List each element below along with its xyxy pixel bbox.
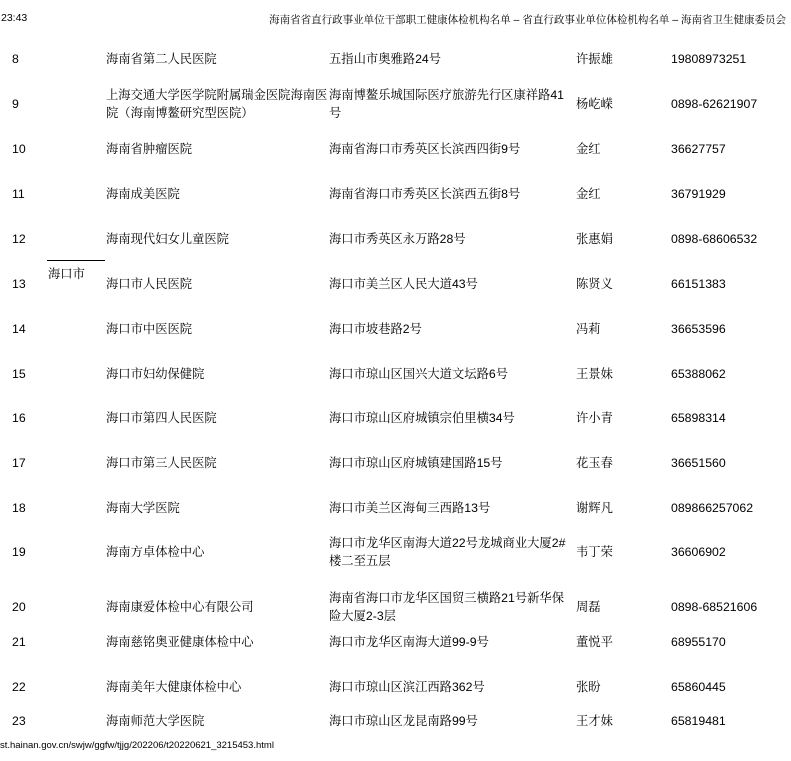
- address: 海口市琼山区龙昆南路99号: [329, 714, 478, 728]
- phone-number: 65819481: [671, 714, 726, 728]
- table-row: [0, 49, 791, 69]
- phone-number: 36791929: [671, 187, 726, 201]
- table-row: [0, 498, 791, 518]
- table-row: [0, 319, 791, 339]
- page-url[interactable]: st.hainan.gov.cn/swjw/ggfw/tjjg/202206/t20220621_3215453.html: [0, 740, 274, 751]
- row-number: 14: [12, 322, 26, 336]
- contact-person: 金红: [576, 142, 601, 156]
- table-row: [0, 453, 791, 473]
- row-number: 20: [12, 600, 26, 614]
- address: 海口市琼山区国兴大道文坛路6号: [329, 367, 508, 381]
- contact-person: 冯莉: [576, 322, 601, 336]
- phone-number: 68955170: [671, 635, 726, 649]
- table-row: [0, 632, 791, 652]
- address: 海口市美兰区海甸三西路13号: [329, 501, 491, 515]
- institution-name: 海南省肿瘤医院: [106, 142, 193, 156]
- address: 海口市琼山区府城镇宗伯里横34号: [329, 411, 515, 425]
- address: 海南博鳌乐城国际医疗旅游先行区康祥路41号: [329, 88, 565, 120]
- address: 海南省海口市龙华区国贸三横路21号新华保险大厦2-3层: [329, 591, 565, 623]
- phone-number: 36606902: [671, 545, 726, 559]
- contact-person: 周磊: [576, 600, 601, 614]
- row-number: 16: [12, 411, 26, 425]
- contact-person: 王景妹: [576, 367, 613, 381]
- institution-name: 海口市第四人民医院: [106, 411, 217, 425]
- contact-person: 张惠娟: [576, 232, 613, 246]
- institution-name: 海南省第二人民医院: [106, 52, 217, 66]
- contact-person: 谢辉凡: [576, 501, 613, 515]
- print-time: 23:43: [1, 12, 28, 24]
- contact-person: 许振雄: [576, 52, 613, 66]
- table-row: [0, 84, 791, 124]
- contact-person: 王才妹: [576, 714, 613, 728]
- table-row: [0, 274, 791, 294]
- contact-person: 韦丁荣: [576, 545, 613, 559]
- contact-person: 许小青: [576, 411, 613, 425]
- page-title: 海南省省直行政事业单位干部职工健康体检机构名单 – 省直行政事业单位体检机构名单 – 海南省卫生健康委员会: [269, 14, 786, 26]
- contact-person: 金红: [576, 187, 601, 201]
- phone-number: 65898314: [671, 411, 726, 425]
- row-number: 13: [12, 277, 26, 291]
- address: 海口市美兰区人民大道43号: [329, 277, 478, 291]
- institution-name: 海口市第三人民医院: [106, 456, 217, 470]
- table-row: [0, 408, 791, 428]
- phone-number: 36653596: [671, 322, 726, 336]
- institution-name: 海口市妇幼保健院: [106, 367, 205, 381]
- phone-number: 19808973251: [671, 52, 747, 66]
- phone-number: 36627757: [671, 142, 726, 156]
- table-row: [0, 364, 791, 384]
- institution-name: 海南现代妇女儿童医院: [106, 232, 229, 246]
- row-number: 21: [12, 635, 26, 649]
- contact-person: 杨屹嵘: [576, 97, 613, 111]
- phone-number: 65388062: [671, 367, 726, 381]
- row-number: 8: [12, 52, 19, 66]
- row-number: 12: [12, 232, 26, 246]
- institution-name: 海南大学医院: [106, 501, 180, 515]
- row-number: 9: [12, 97, 19, 111]
- row-number: 11: [12, 187, 25, 201]
- row-number: 23: [12, 714, 26, 728]
- address: 海口市龙华区南海大道99-9号: [329, 635, 489, 649]
- address: 海口市坡巷路2号: [329, 322, 422, 336]
- phone-number: 36651560: [671, 456, 726, 470]
- phone-number: 0898-62621907: [671, 97, 758, 111]
- address: 海南省海口市秀英区长滨西五街8号: [329, 187, 521, 201]
- address: 海口市龙华区南海大道22号龙城商业大厦2#楼二至五层: [329, 536, 566, 568]
- table-row: [0, 184, 791, 204]
- table-row: [0, 711, 791, 731]
- institution-name: 海口市人民医院: [106, 277, 193, 291]
- table-row: [0, 587, 791, 627]
- phone-number: 66151383: [671, 277, 726, 291]
- contact-person: 花玉春: [576, 456, 613, 470]
- row-number: 10: [12, 142, 26, 156]
- address: 海口市琼山区滨江西路362号: [329, 680, 485, 694]
- city-divider: [47, 260, 105, 261]
- contact-person: 张盼: [576, 680, 601, 694]
- row-number: 18: [12, 501, 26, 515]
- table-row: [0, 229, 791, 249]
- row-number: 22: [12, 680, 26, 694]
- institution-name: 海南师范大学医院: [106, 714, 205, 728]
- phone-number: 65860445: [671, 680, 726, 694]
- table-row: [0, 677, 791, 697]
- address: 海口市秀英区永万路28号: [329, 232, 466, 246]
- phone-number: 0898-68606532: [671, 232, 758, 246]
- table-row: [0, 532, 791, 572]
- phone-number: 089866257062: [671, 501, 754, 515]
- address: 五指山市奥雅路24号: [329, 52, 442, 66]
- contact-person: 陈贤义: [576, 277, 613, 291]
- institution-name: 海口市中医医院: [106, 322, 193, 336]
- address: 海口市琼山区府城镇建国路15号: [329, 456, 503, 470]
- row-number: 15: [12, 367, 26, 381]
- address: 海南省海口市秀英区长滨西四街9号: [329, 142, 521, 156]
- contact-person: 董悦平: [576, 635, 613, 649]
- institution-name: 海南成美医院: [106, 187, 180, 201]
- institution-name: 海南方卓体检中心: [106, 545, 205, 559]
- institution-name: 海南美年大健康体检中心: [106, 680, 242, 694]
- institution-name: 海南康爱体检中心有限公司: [106, 600, 254, 614]
- row-number: 19: [12, 545, 26, 559]
- city-label: 海口市: [48, 267, 85, 281]
- table-row: [0, 139, 791, 159]
- row-number: 17: [12, 456, 26, 470]
- institution-name: 海南慈铭奥亚健康体检中心: [106, 635, 254, 649]
- phone-number: 0898-68521606: [671, 600, 758, 614]
- institution-name: 上海交通大学医学院附属瑞金医院海南医院（海南博鳌研究型医院）: [106, 88, 328, 120]
